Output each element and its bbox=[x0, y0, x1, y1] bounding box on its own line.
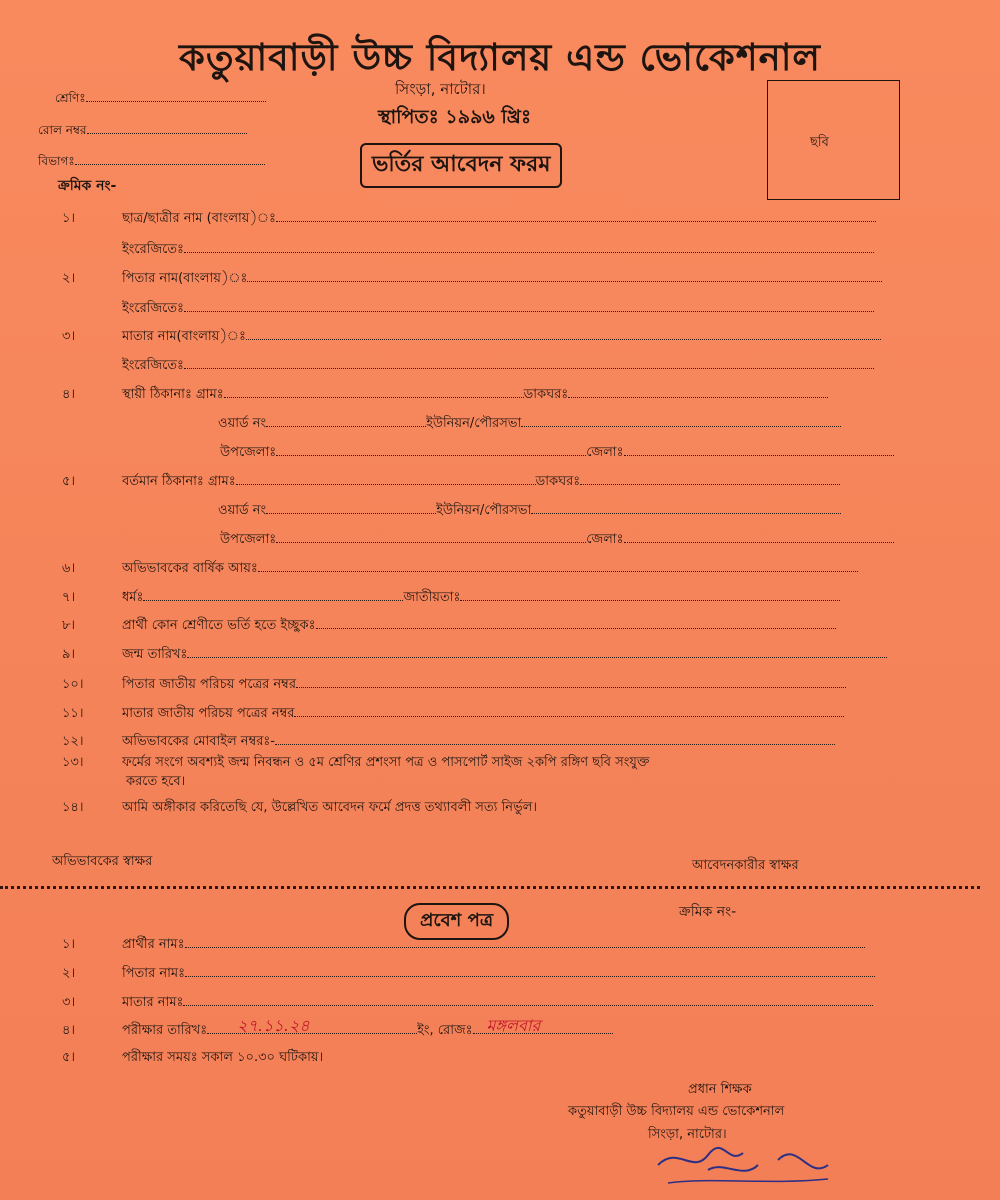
religion-line[interactable] bbox=[143, 586, 403, 601]
student-name-bn-line[interactable] bbox=[276, 207, 876, 222]
present-post-label: ডাকঘরঃ bbox=[535, 474, 581, 489]
permanent-district-line[interactable] bbox=[624, 441, 894, 456]
father-nid-line[interactable] bbox=[296, 673, 846, 688]
student-name-en-line[interactable] bbox=[184, 238, 874, 253]
field-13-number: ১৩। bbox=[62, 755, 84, 770]
birth-date-label: জন্ম তারিখঃ bbox=[122, 647, 188, 662]
footer-location: সিংড়া, নাটোর। bbox=[648, 1127, 727, 1142]
applicant-signature-label: আবেদনকারীর স্বাক্ষর bbox=[692, 858, 799, 873]
permanent-upazila-line[interactable] bbox=[276, 441, 586, 456]
attachment-instruction: ফর্মের সংগে অবশ্যই জন্ম নিবন্ধন ও ৫ম শ্রেণির প্রশংসা পত্র ও পাসপোর্ট সাইজ ২কপি রঙ্গিণ ছবি সংযুক্ত bbox=[122, 755, 650, 770]
field-12-number: ১২। bbox=[62, 734, 84, 749]
permanent-ward-line[interactable] bbox=[266, 412, 426, 427]
class-label: শ্রেণিঃ bbox=[55, 91, 86, 105]
present-village-line[interactable] bbox=[236, 470, 536, 485]
school-location: সিংড়া, নাটোর। bbox=[395, 80, 486, 98]
annual-income-line[interactable] bbox=[258, 557, 858, 572]
admit-mother-line[interactable] bbox=[183, 991, 873, 1006]
admit-3-number: ৩। bbox=[62, 995, 76, 1010]
annual-income-label: অভিভাবকের বার্ষিক আয়ঃ bbox=[122, 561, 258, 576]
candidate-name-label: প্রার্থীর নামঃ bbox=[122, 937, 185, 952]
permanent-post-label: ডাকঘরঃ bbox=[523, 387, 569, 402]
nationality-line[interactable] bbox=[460, 586, 840, 601]
guardian-mobile-label: অভিভাবকের মোবাইল নম্বরঃ- bbox=[122, 734, 275, 749]
field-3-label: মাতার নাম(বাংলায়)ঃ bbox=[122, 329, 246, 344]
field-1-en-label: ইংরেজিতেঃ bbox=[122, 242, 184, 257]
exam-day-value: মঙ্গলবার bbox=[486, 1016, 541, 1035]
permanent-ward-label: ওয়ার্ড নং bbox=[218, 416, 267, 431]
field-2-number: ২। bbox=[62, 271, 76, 286]
admit-father-line[interactable] bbox=[185, 962, 875, 977]
field-3-en-label: ইংরেজিতেঃ bbox=[122, 358, 184, 373]
exam-date-label: পরীক্ষার তারিখঃ bbox=[122, 1023, 208, 1038]
admit-father-label: পিতার নামঃ bbox=[122, 966, 186, 981]
present-union-line[interactable] bbox=[531, 499, 841, 514]
mother-nid-label: মাতার জাতীয় পরিচয় পত্রের নম্বর bbox=[122, 706, 295, 721]
field-7-number: ৭। bbox=[62, 590, 76, 605]
serial-label: ক্রমিক নং- bbox=[58, 178, 117, 194]
present-district-line[interactable] bbox=[624, 528, 894, 543]
field-14-number: ১৪। bbox=[62, 800, 84, 815]
present-ward-label: ওয়ার্ড নং bbox=[218, 503, 267, 518]
field-1-number: ১। bbox=[62, 211, 76, 226]
permanent-union-label: ইউনিয়ন/পৌরসভা bbox=[426, 416, 522, 431]
present-ward-line[interactable] bbox=[266, 499, 436, 514]
mother-nid-line[interactable] bbox=[294, 702, 844, 717]
photo-label: ছবি bbox=[810, 135, 829, 150]
mother-name-en-line[interactable] bbox=[184, 354, 874, 369]
dept-field[interactable] bbox=[38, 150, 265, 173]
field-5-number: ৫। bbox=[62, 474, 76, 489]
roll-field[interactable] bbox=[38, 119, 247, 142]
nationality-label: জাতীয়তাঃ bbox=[403, 590, 461, 605]
father-name-en-line[interactable] bbox=[184, 297, 874, 312]
father-nid-label: পিতার জাতীয় পরিচয় পত্রের নম্বর bbox=[122, 677, 296, 692]
established-year: স্থাপিতঃ ১৯৯৬ খ্রিঃ bbox=[378, 106, 532, 128]
declaration-text: আমি অঙ্গীকার করিতেছি যে, উল্লেখিত আবেদন ফর্মে প্রদত্ত তথ্যাবলী সত্য নির্ভুল। bbox=[122, 800, 538, 815]
attachment-instruction-cont: করতে হবে। bbox=[126, 774, 186, 789]
religion-label: ধর্মঃ bbox=[122, 590, 144, 605]
father-name-bn-line[interactable] bbox=[247, 267, 882, 282]
cut-line bbox=[0, 886, 980, 889]
photo-box bbox=[767, 80, 900, 200]
desired-class-label: প্রার্থী কোন শ্রেণীতে ভর্তি হতে ইচ্ছুকঃ bbox=[122, 618, 316, 633]
present-post-line[interactable] bbox=[580, 470, 840, 485]
admit-serial-label: ক্রমিক নং- bbox=[679, 904, 737, 920]
dept-label: বিভাগঃ bbox=[38, 154, 75, 168]
field-2-en-label: ইংরেজিতেঃ bbox=[122, 301, 184, 316]
permanent-post-line[interactable] bbox=[568, 383, 828, 398]
mother-name-bn-line[interactable] bbox=[246, 325, 881, 340]
permanent-upazila-label: উপজেলাঃ bbox=[220, 445, 277, 460]
exam-date-value: ২৭.১১.২৪ bbox=[237, 1016, 310, 1035]
field-2-label: পিতার নাম(বাংলায়)ঃ bbox=[122, 271, 248, 286]
candidate-name-line[interactable] bbox=[185, 933, 865, 948]
exam-time-text: পরীক্ষার সময়ঃ সকাল ১০.৩০ ঘটিকায়। bbox=[122, 1050, 324, 1065]
headmaster-label: প্রধান শিক্ষক bbox=[688, 1082, 752, 1097]
permanent-village-label: স্থায়ী ঠিকানাঃ গ্রামঃ bbox=[122, 387, 224, 402]
admit-4-number: ৪। bbox=[62, 1023, 76, 1038]
permanent-union-line[interactable] bbox=[521, 412, 841, 427]
school-name: কতুয়াবাড়ী উচ্চ বিদ্যালয় এন্ড ভোকেশনাল bbox=[179, 36, 821, 79]
admit-2-number: ২। bbox=[62, 966, 76, 981]
field-3-number: ৩। bbox=[62, 329, 76, 344]
admit-mother-label: মাতার নামঃ bbox=[122, 995, 184, 1010]
field-11-number: ১১। bbox=[62, 706, 84, 721]
footer-school-name: কতুয়াবাড়ী উচ্চ বিদ্যালয় এন্ড ভোকেশনাল bbox=[568, 1104, 785, 1119]
guardian-signature-label: অভিভাবকের স্বাক্ষর bbox=[52, 854, 153, 869]
field-9-number: ৯। bbox=[62, 647, 76, 662]
guardian-mobile-line[interactable] bbox=[275, 730, 835, 745]
field-8-number: ৮। bbox=[62, 618, 76, 633]
present-upazila-line[interactable] bbox=[276, 528, 586, 543]
admit-5-number: ৫। bbox=[62, 1050, 76, 1065]
admit-card-title: প্রবেশ পত্র bbox=[404, 903, 509, 940]
form-title: ভর্তির আবেদন ফরম bbox=[360, 143, 562, 188]
field-4-number: ৪। bbox=[62, 387, 76, 402]
admit-1-number: ১। bbox=[62, 937, 76, 952]
present-upazila-label: উপজেলাঃ bbox=[220, 532, 277, 547]
roll-label: রোল নম্বর bbox=[38, 123, 87, 137]
class-field[interactable] bbox=[55, 87, 266, 110]
present-district-label: জেলাঃ bbox=[586, 532, 624, 547]
present-union-label: ইউনিয়ন/পৌরসভা bbox=[436, 503, 532, 518]
permanent-village-line[interactable] bbox=[224, 383, 524, 398]
present-village-label: বর্তমান ঠিকানাঃ গ্রামঃ bbox=[122, 474, 236, 489]
exam-day-line[interactable] bbox=[473, 1016, 613, 1035]
desired-class-line[interactable] bbox=[316, 614, 836, 629]
field-6-number: ৬। bbox=[62, 561, 76, 576]
headmaster-signature bbox=[648, 1135, 848, 1195]
field-1-label: ছাত্র/ছাত্রীর নাম (বাংলায়)ঃ bbox=[122, 211, 276, 226]
field-10-number: ১০। bbox=[62, 677, 84, 692]
permanent-district-label: জেলাঃ bbox=[586, 445, 624, 460]
birth-date-line[interactable] bbox=[187, 643, 887, 658]
exam-day-label: ইং, রোজঃ bbox=[417, 1023, 473, 1038]
exam-date-line[interactable] bbox=[207, 1016, 417, 1035]
